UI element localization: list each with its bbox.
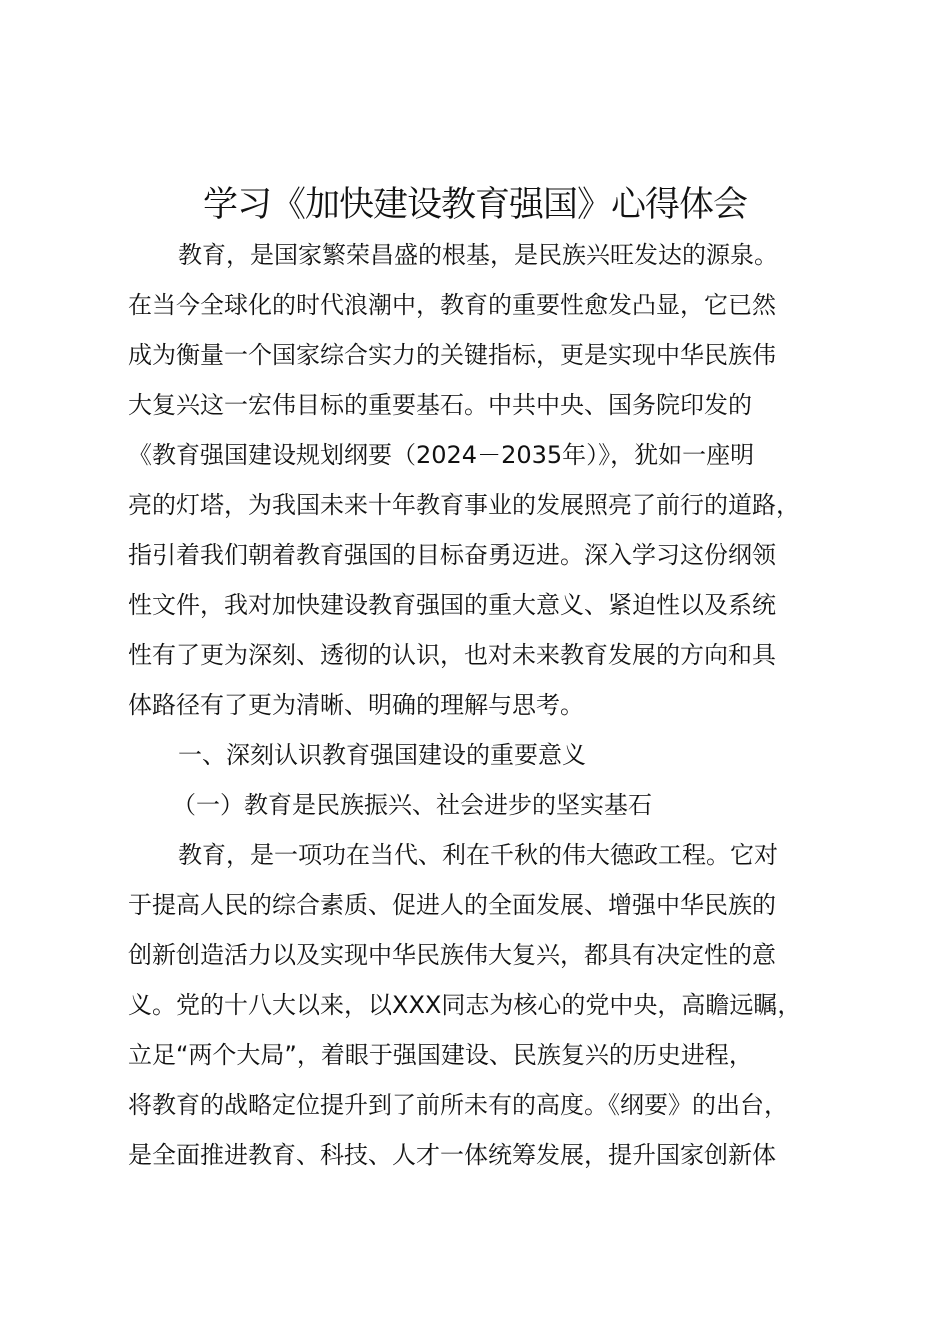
text-line: 在当今全球化的时代浪潮中，教育的重要性愈发凸显，它已然 (128, 291, 776, 319)
subsection-heading: （一）教育是民族振兴、社会进步的坚实基石 (172, 791, 652, 819)
section-heading: 一、深刻认识教育强国建设的重要意义 (178, 741, 586, 769)
text-line: 义。党的十八大以来，以XXX同志为核心的党中央，高瞻远瞩， (128, 991, 802, 1019)
text-line: 指引着我们朝着教育强国的目标奋勇迈进。深入学习这份纲领 (128, 541, 776, 569)
text-line: 是全面推进教育、科技、人才一体统筹发展，提升国家创新体 (128, 1141, 776, 1169)
text-line: 教育，是国家繁荣昌盛的根基，是民族兴旺发达的源泉。 (178, 241, 778, 269)
text-line: 性有了更为深刻、透彻的认识，也对未来教育发展的方向和具 (128, 641, 776, 669)
document-title: 学习《加快建设教育强国》心得体会 (202, 185, 747, 225)
text-line: 性文件，我对加快建设教育强国的重大意义、紧迫性以及系统 (128, 591, 776, 619)
text-line: 于提高人民的综合素质、促进人的全面发展、增强中华民族的 (128, 891, 776, 919)
text-line: 成为衡量一个国家综合实力的关键指标，更是实现中华民族伟 (128, 341, 776, 369)
text-line: 亮的灯塔，为我国未来十年教育事业的发展照亮了前行的道路， (128, 491, 800, 519)
text-line: 创新创造活力以及实现中华民族伟大复兴，都具有决定性的意 (128, 941, 776, 969)
text-line: 将教育的战略定位提升到了前所未有的高度。《纲要》的出台， (128, 1091, 788, 1119)
text-line: 大复兴这一宏伟目标的重要基石。中共中央、国务院印发的 (128, 391, 752, 419)
text-line: 教育，是一项功在当代、利在千秋的伟大德政工程。它对 (178, 841, 778, 869)
text-line: 立足“两个大局”，着眼于强国建设、民族复兴的历史进程， (128, 1041, 753, 1069)
text-line: 《教育强国建设规划纲要（2024－2035年）》，犹如一座明 (128, 441, 755, 469)
text-line: 体路径有了更为清晰、明确的理解与思考。 (128, 691, 584, 719)
